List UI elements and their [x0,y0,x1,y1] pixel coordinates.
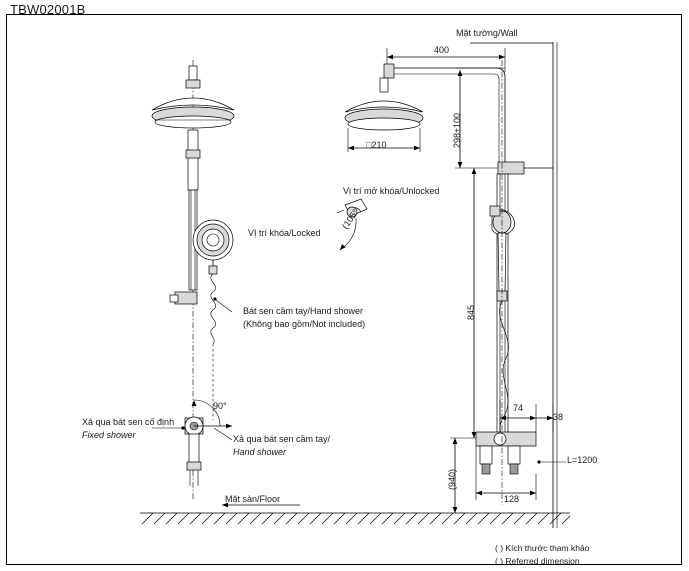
label-locked: VỊ trí khóa/Locked [248,228,321,238]
dim-74: 74 [513,403,524,413]
label-floor: Mặt sàn/Floor [225,494,281,504]
dim-hose-length: L=1200 [567,455,598,465]
footnote-en: ( ) Referred dimension [495,556,580,566]
dim-38: 38 [553,412,564,422]
dim-head-diameter [366,140,386,150]
label-fixed-shower: Xả qua bát sen cố định [82,417,175,427]
label-hand-shower-note: (Không bao gồm/Not included) [243,319,366,329]
dim-angle-90: 90° [213,401,227,411]
label-through-hand-shower-en: Hand shower [233,447,287,457]
dim-angle-105: (105°) [340,204,363,231]
dim-845: 845 [466,304,476,320]
dim-400: 400 [434,45,450,55]
label-through-hand-shower: Xả qua bát sen cầm tay/ [233,434,331,444]
footnote-vi: ( ) Kích thước tham khảo [495,543,590,553]
label-unlocked: Vị trí mở khóa/Unlocked [343,186,440,196]
label-hand-shower: Bát sen cầm tay/Hand shower [243,306,364,316]
dim-128: 128 [504,494,520,504]
dim-940: (940) [447,468,457,490]
dia-symbol: □ [366,140,372,150]
dia-value: 210 [371,140,387,150]
label-wall: Mặt tường/Wall [456,28,518,38]
label-fixed-shower-en: Fixed shower [82,430,136,440]
page-title: TBW02001B [10,2,86,17]
dim-298: 298±100 [452,113,462,148]
